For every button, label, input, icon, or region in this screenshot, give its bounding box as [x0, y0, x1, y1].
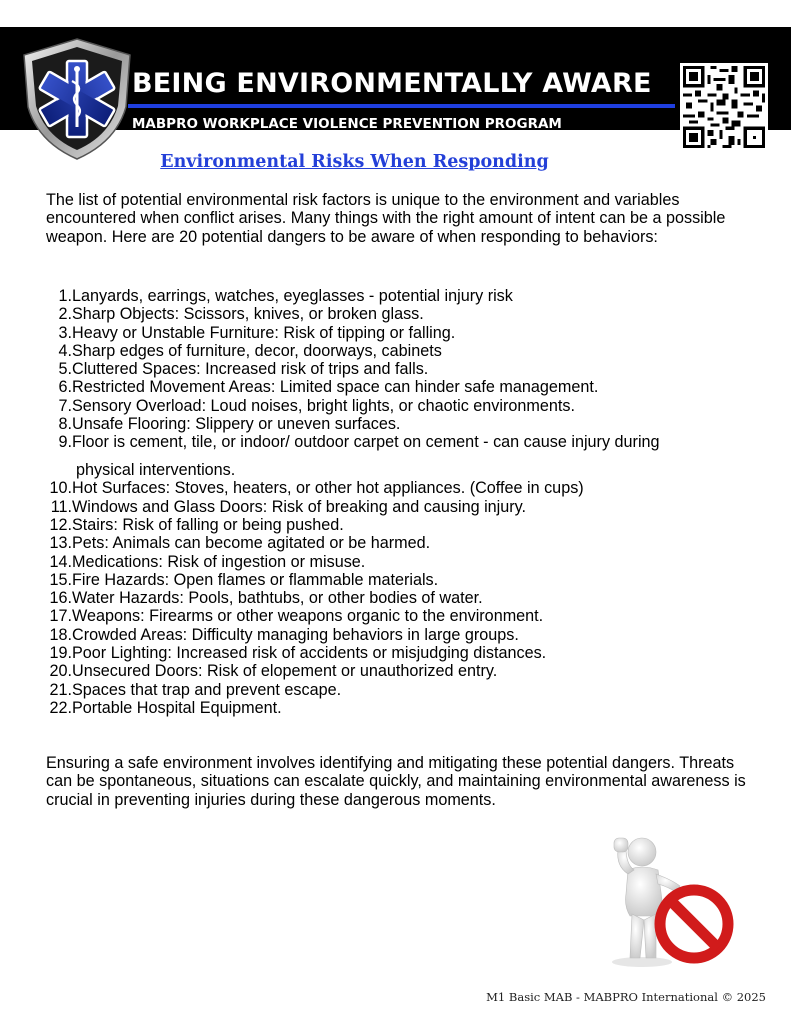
list-item — [0, 479, 760, 497]
list-item — [0, 607, 760, 625]
list-item — [0, 553, 760, 571]
qr-code-icon[interactable] — [680, 63, 768, 151]
list-item-number: 22. — [49, 698, 72, 717]
list-item-text: Sharp Objects: Scissors, knives, or broken glass. — [72, 305, 424, 324]
list-item — [0, 534, 760, 552]
closing-paragraph: Ensuring a safe environment involves identifying and mitigating these potential dangers. Threats can be spontaneous, situations can escalate quickly, and maintaining environmental awareness is crucial in preventing injuries during these dangerous moments. — [46, 754, 746, 809]
list-item-text: Sensory Overload: Loud noises, bright lights, or chaotic environments. — [72, 396, 575, 415]
list-item — [0, 324, 760, 342]
title-underline — [128, 104, 675, 108]
list-item-number: 3. — [58, 323, 72, 342]
list-item-number: 6. — [58, 378, 72, 397]
list-item — [0, 644, 760, 662]
header-band — [0, 27, 791, 130]
list-item-number: 16. — [49, 589, 72, 608]
list-item-number: 17. — [49, 607, 72, 626]
stop-figure-prohibition-icon — [608, 836, 740, 974]
list-item — [0, 397, 760, 415]
list-item-text: Heavy or Unstable Furniture: Risk of tipping or falling. — [72, 323, 456, 342]
list-item-text: Cluttered Spaces: Increased risk of trips and falls. — [72, 360, 429, 379]
list-item-text: Fire Hazards: Open flames or flammable materials. — [72, 570, 439, 589]
list-item — [0, 589, 760, 607]
list-item — [0, 681, 760, 699]
list-item-number: 5. — [58, 360, 72, 379]
list-item-number: 13. — [49, 534, 72, 553]
list-item-text: Weapons: Firearms or other weapons organic to the environment. — [72, 607, 544, 626]
list-item-text: Water Hazards: Pools, bathtubs, or other bodies of water. — [72, 589, 483, 608]
list-item-number: 20. — [49, 662, 72, 681]
list-item — [0, 571, 760, 589]
list-item-text: Restricted Movement Areas: Limited space can hinder safe management. — [72, 378, 599, 397]
list-item-number: 12. — [49, 515, 72, 534]
list-item-text: Unsafe Flooring: Slippery or uneven surfaces. — [72, 415, 401, 434]
list-item — [0, 415, 760, 433]
footer-copyright: M1 Basic MAB - MABPRO International © 2025 — [486, 990, 766, 1004]
list-item-text: Sharp edges of furniture, decor, doorways, cabinets — [72, 341, 442, 360]
list-item-number: 10. — [49, 479, 72, 498]
list-item-text: Portable Hospital Equipment. — [72, 698, 282, 717]
list-item-text: Medications: Risk of ingestion or misuse. — [72, 552, 366, 571]
list-item-number: 18. — [49, 625, 72, 644]
list-item-number: 8. — [58, 415, 72, 434]
list-item-number: 1. — [58, 287, 72, 305]
page-subtitle: MABPRO WORKPLACE VIOLENCE PREVENTION PROGRAM — [132, 116, 562, 132]
list-item — [0, 287, 760, 305]
list-item-text: Pets: Animals can become agitated or be harmed. — [72, 534, 431, 553]
list-item — [0, 498, 760, 516]
list-item-text: Windows and Glass Doors: Risk of breaking and causing injury. — [72, 497, 527, 516]
list-item-text: Unsecured Doors: Risk of elopement or unauthorized entry. — [72, 662, 498, 681]
page-title: BEING ENVIRONMENTALLY AWARE — [132, 68, 652, 99]
section-heading: Environmental Risks When Responding — [160, 152, 549, 172]
list-item-text: Stairs: Risk of falling or being pushed. — [72, 515, 344, 534]
list-item — [0, 305, 760, 323]
list-item — [0, 516, 760, 534]
list-item-number: 11. — [50, 497, 72, 516]
list-item-number: 7. — [58, 396, 72, 415]
list-item-number: 19. — [49, 644, 72, 663]
list-item — [0, 699, 760, 717]
list-item-number: 9. — [58, 433, 72, 452]
list-item-number: 4. — [58, 341, 72, 360]
list-item — [0, 360, 760, 378]
list-item-number: 15. — [49, 570, 72, 589]
list-item — [0, 662, 760, 680]
list-item — [0, 342, 760, 360]
list-item-text: Crowded Areas: Difficulty managing behaviors in large groups. — [72, 625, 519, 644]
risk-list — [0, 287, 760, 717]
list-item-text: Floor is cement, tile, or indoor/ outdoor carpet on cement - can cause injury during — [72, 433, 660, 452]
list-item-number: 14. — [49, 552, 72, 571]
list-item-text: Spaces that trap and prevent escape. — [72, 680, 342, 699]
list-item — [0, 378, 760, 396]
list-item-text: Poor Lighting: Increased risk of accidents or misjudging distances. — [72, 644, 547, 663]
list-item-number: 21. — [49, 680, 72, 699]
list-item-number: 2. — [58, 305, 72, 324]
star-of-life-shield-icon — [20, 37, 134, 161]
list-item-continuation: physical interventions. — [76, 460, 236, 479]
list-item-text: Lanyards, earrings, watches, eyeglasses - potential injury risk — [72, 287, 513, 305]
list-item — [0, 626, 760, 644]
list-item — [0, 433, 760, 479]
intro-paragraph: The list of potential environmental risk factors is unique to the environment and variables encountered when conflict arises. Many things with the right amount of intent can be a possible weapon. Here are 20 potential dangers to be aware of when responding to behaviors: — [46, 191, 726, 246]
list-item-text: Hot Surfaces: Stoves, heaters, or other hot appliances. (Coffee in cups) — [72, 479, 584, 498]
